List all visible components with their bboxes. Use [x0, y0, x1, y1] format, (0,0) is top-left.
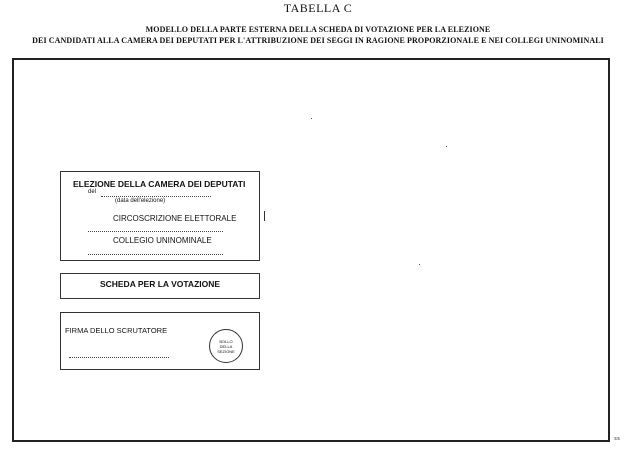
election-date-note: (data dell'elezione): [115, 198, 166, 204]
collegio-label: COLLEGIO UNINOMINALE: [113, 236, 212, 245]
scan-speck: [446, 146, 447, 147]
collegio-dotted-line: [88, 254, 223, 255]
section-seal-circle: [209, 329, 243, 363]
election-info-box: [60, 171, 260, 261]
ballot-title: SCHEDA PER LA VOTAZIONE: [99, 279, 221, 289]
scan-speck: [311, 118, 312, 119]
election-date-label: del: [88, 189, 97, 195]
scan-speck: [419, 264, 420, 265]
ballot-title-box: [60, 273, 260, 299]
corner-mark: ss: [614, 436, 621, 442]
election-title: ELEZIONE DELLA CAMERA DEI DEPUTATI: [73, 179, 246, 189]
table-label: TABELLA C: [283, 1, 353, 15]
date-dotted-line: [101, 196, 211, 197]
document-heading-line-1: MODELLO DELLA PARTE ESTERNA DELLA SCHEDA DI VOTAZIONE PER LA ELEZIONE: [145, 25, 491, 34]
scrutatore-signature-label: FIRMA DELLO SCRUTATORE: [65, 326, 168, 335]
circoscrizione-dotted-line: [88, 231, 223, 232]
fold-tick-mark: [264, 211, 265, 221]
document-heading-line-2: DEI CANDIDATI ALLA CAMERA DEI DEPUTATI PER L'ATTRIBUZIONE DEI SEGGI IN RAGIONE PROPORZIONALE E NEI COLLEGI UNINOMINALI: [32, 36, 604, 45]
signature-dotted-line: [69, 357, 169, 358]
signature-box: [60, 312, 260, 370]
seal-text: BOLLO DELLA SEZIONE: [217, 338, 235, 354]
circoscrizione-label: CIRCOSCRIZIONE ELETTORALE: [113, 214, 237, 223]
